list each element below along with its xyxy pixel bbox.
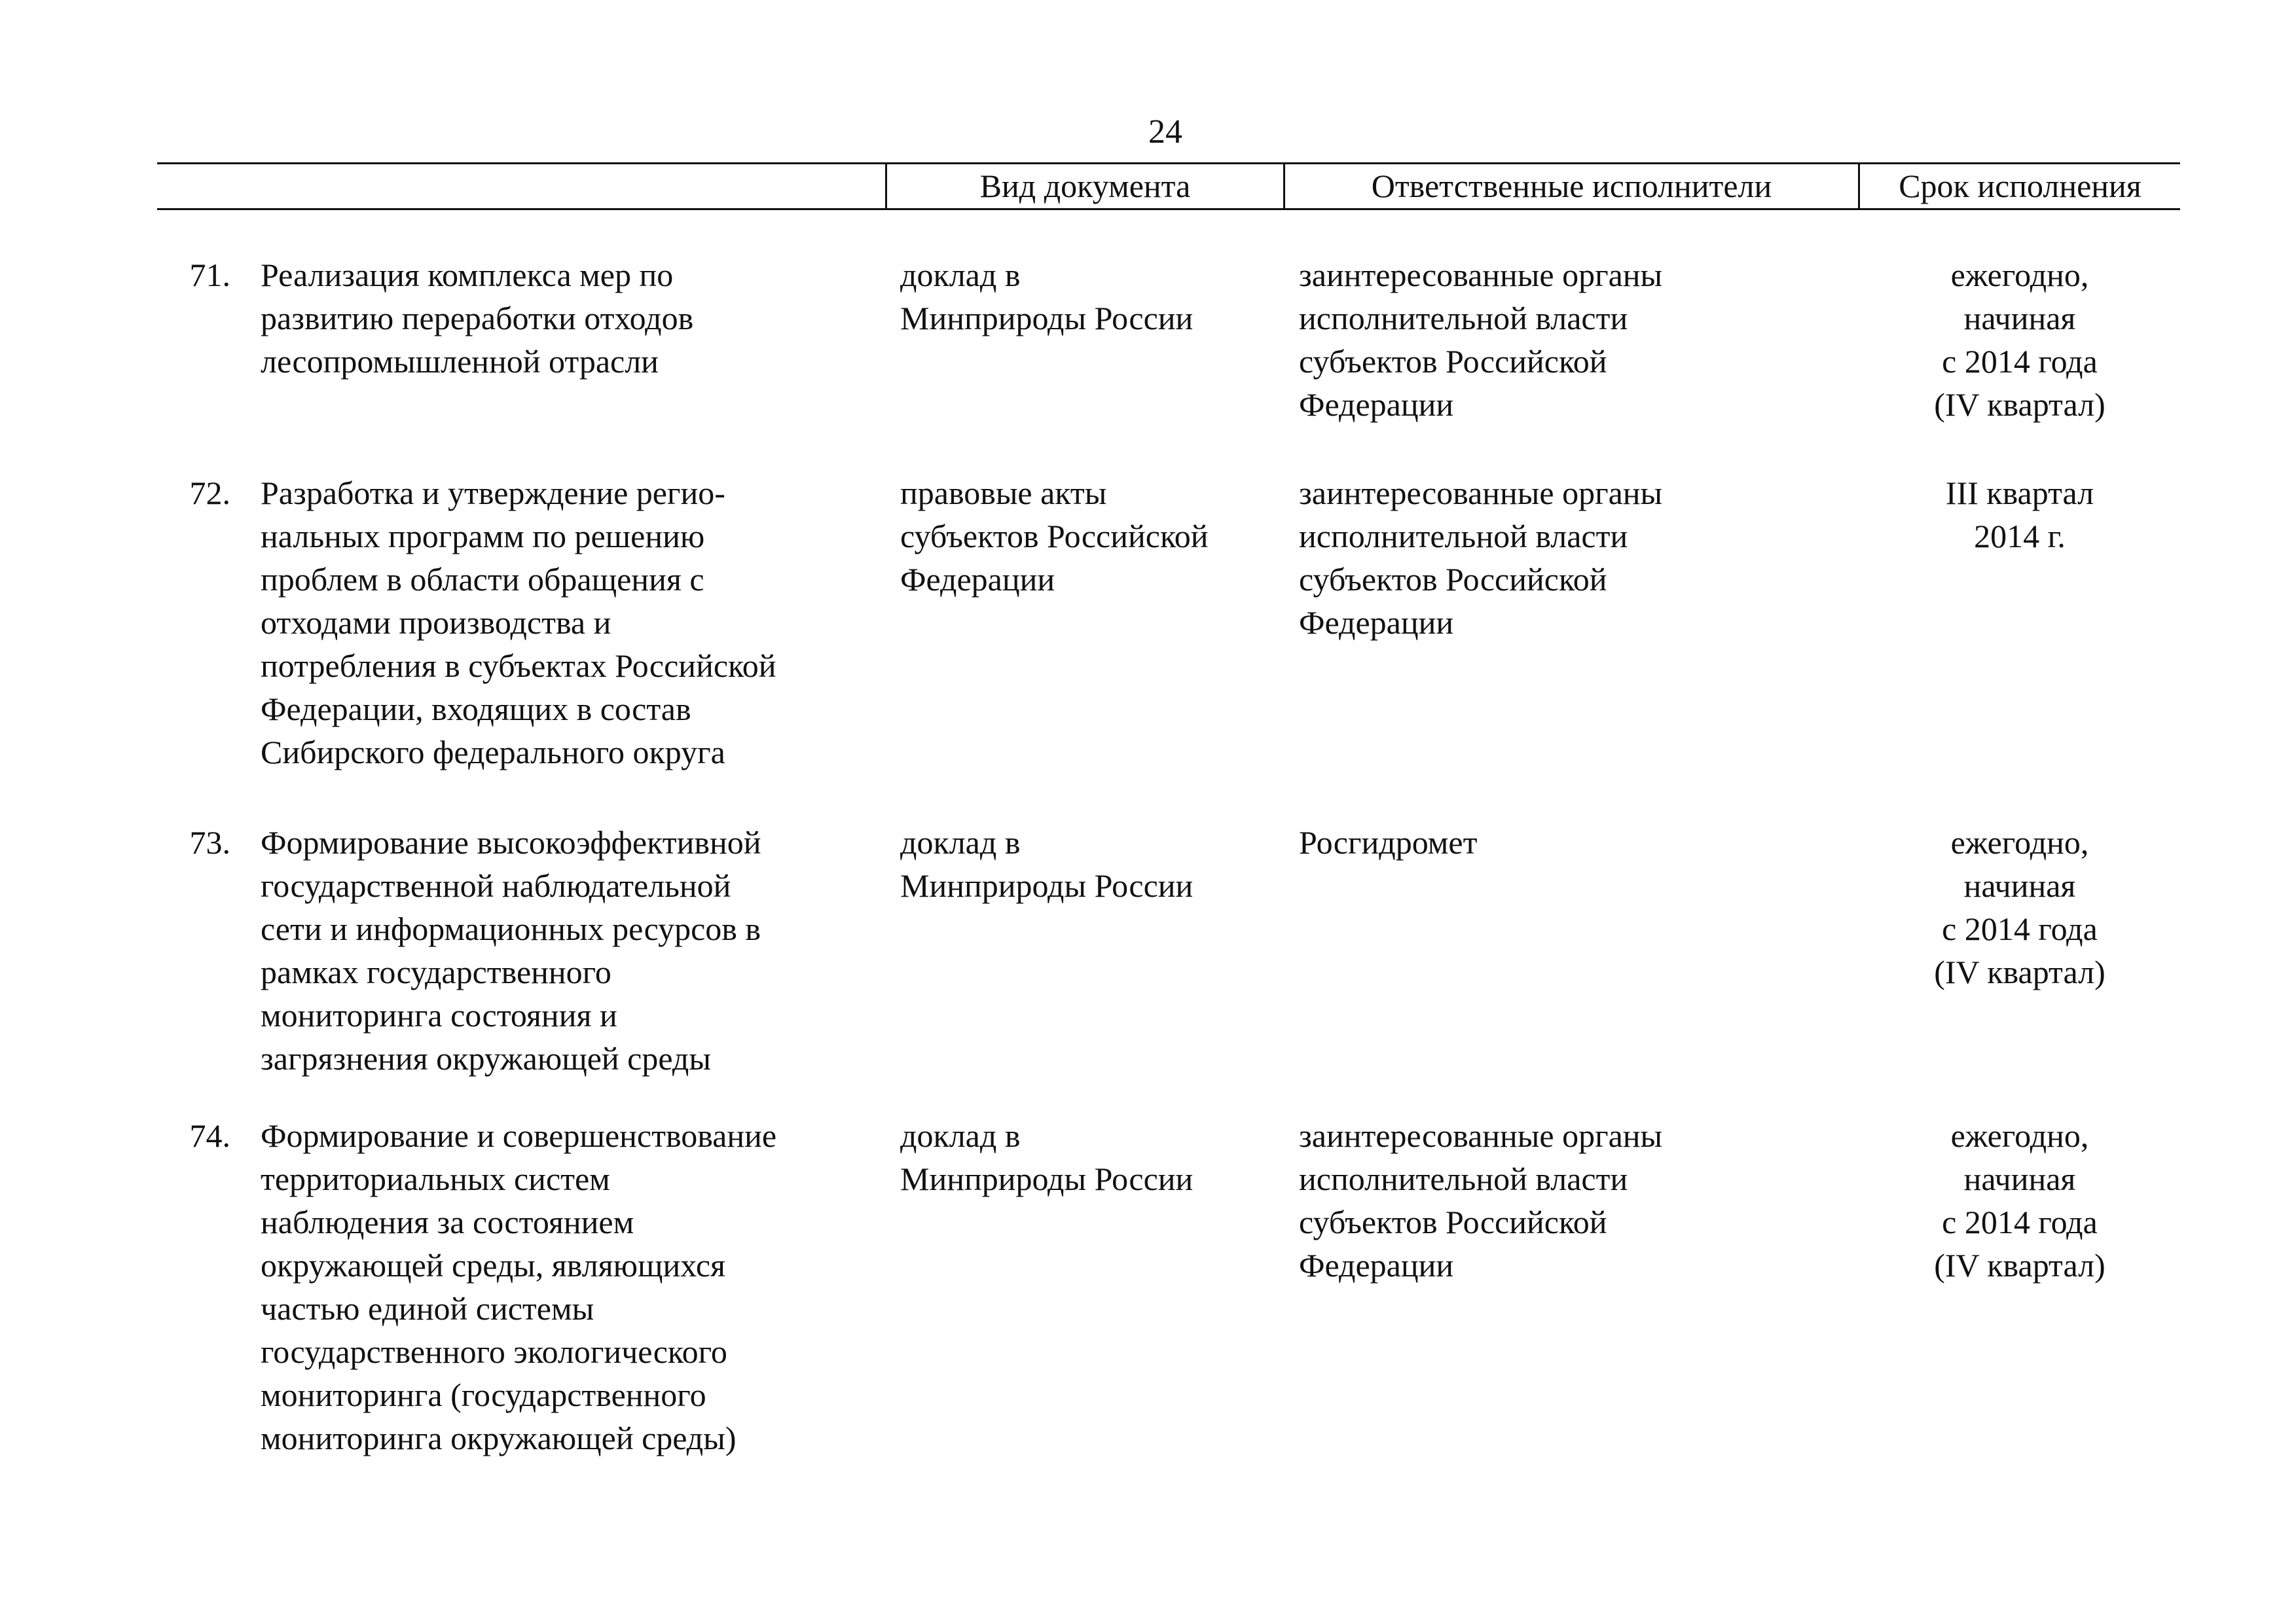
row-number: 71. (189, 257, 230, 293)
page-number: 24 (1148, 113, 1182, 151)
row-deadline: ежегодно, начиная с 2014 года (IV квартал) (1934, 257, 2105, 423)
row-task: Реализация комплекса мер по развитию переработки отходов лесопромышленной отрасли (261, 257, 694, 380)
row-task: Разработка и утверждение регио- нальных программ по решению проблем в области обращения с отходами производства и потребления в субъектах Российской Федерации, входящих в состав Сибирского федерального округа (261, 475, 776, 770)
header-deadline: Срок исполнения (1899, 168, 2141, 204)
row-document-type: доклад в Минприроды России (900, 824, 1194, 904)
header-document-type: Вид документа (979, 168, 1191, 204)
row-task: Формирование и совершенствование территориальных систем наблюдения за состоянием окружающей среды, являющихся частью единой системы государственного экологического мониторинга (государственного мониторинга окружающей среды) (261, 1117, 777, 1456)
header-responsible: Ответственные исполнители (1371, 168, 1772, 204)
row-document-type: доклад в Минприроды России (900, 257, 1194, 336)
row-deadline: III квартал 2014 г. (1945, 475, 2094, 554)
row-responsible: заинтересованные органы исполнительной власти субъектов Российской Федерации (1299, 475, 1663, 641)
table-header-bottom-rule (157, 208, 2180, 210)
row-responsible: Росгидромет (1299, 824, 1478, 861)
row-responsible: заинтересованные органы исполнительной власти субъектов Российской Федерации (1299, 1117, 1663, 1284)
table-header-top-rule (157, 162, 2180, 164)
row-document-type: правовые акты субъектов Российской Федерации (900, 475, 1209, 598)
row-number: 74. (189, 1117, 230, 1154)
row-deadline: ежегодно, начиная с 2014 года (IV квартал) (1934, 824, 2105, 990)
row-number: 73. (189, 824, 230, 861)
row-deadline: ежегодно, начиная с 2014 года (IV квартал) (1934, 1117, 2105, 1284)
row-number: 72. (189, 475, 230, 511)
row-responsible: заинтересованные органы исполнительной власти субъектов Российской Федерации (1299, 257, 1663, 423)
row-task: Формирование высокоэффективной государственной наблюдательной сети и информационных ресурсов в рамках государственного мониторинга состояния и загрязнения окружающей среды (261, 824, 761, 1077)
row-document-type: доклад в Минприроды России (900, 1117, 1194, 1197)
